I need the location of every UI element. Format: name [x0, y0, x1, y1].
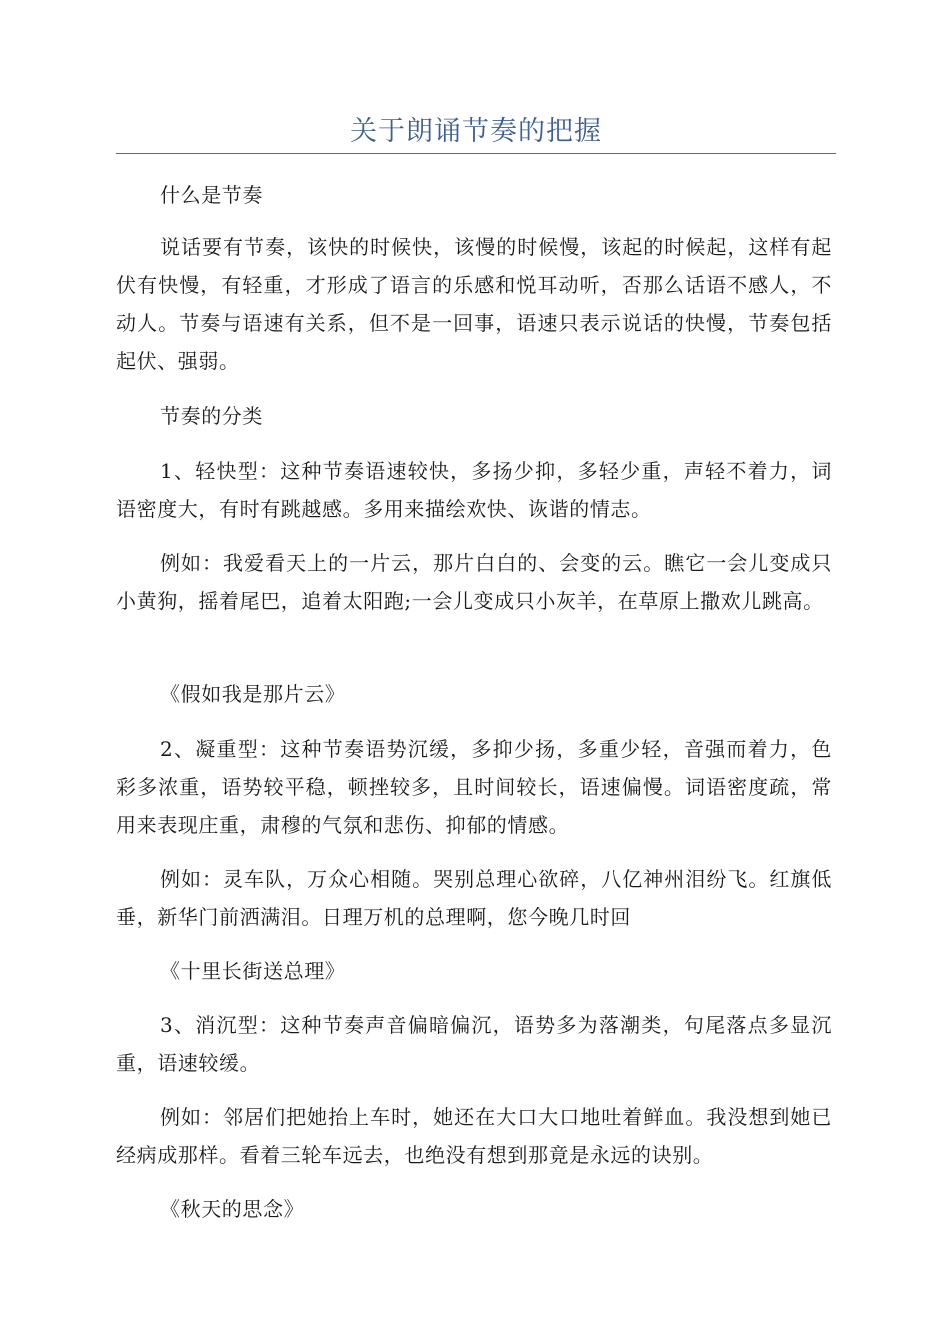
- section-heading-what-is-rhythm: 什么是节奏: [160, 183, 263, 207]
- paragraph-example-2: 例如：灵车队，万众心相随。哭别总理心欲碎，八亿神州泪纷飞。红旗低垂，新华门前洒满泪。日理万机的总理啊，您今晚几时回: [116, 867, 832, 929]
- citation-3: 《秋天的思念》: [160, 1197, 305, 1221]
- section-heading-rhythm-types: 节奏的分类: [160, 404, 263, 428]
- paragraph-type-low: 3、消沉型：这种节奏声音偏暗偏沉，语势多为落潮类，句尾落点多显沉重，语速较缓。: [116, 1013, 832, 1075]
- paragraph-type-heavy: 2、凝重型：这种节奏语势沉缓，多抑少扬，多重少轻，音强而着力，色彩多浓重，语势较平稳，顿挫较多，且时间较长，语速偏慢。词语密度疏，常用来表现庄重，肃穆的气氛和悲伤、抑郁的情感。: [116, 737, 832, 837]
- citation-1: 《假如我是那片云》: [160, 682, 346, 706]
- paragraph-example-3: 例如：邻居们把她抬上车时，她还在大口大口地吐着鲜血。我没想到她已经病成那样。看着三轮车远去，也绝没有想到那竟是永远的诀别。: [116, 1105, 832, 1167]
- document-title: 关于朗诵节奏的把握: [350, 116, 602, 147]
- title-underline: [116, 153, 836, 154]
- paragraph-rhythm-definition: 说话要有节奏，该快的时候快，该慢的时候慢，该起的时候起，这样有起伏有快慢，有轻重，才形成了语言的乐感和悦耳动听，否那么话语不感人，不动人。节奏与语速有关系，但不是一回事，语速只表示说话的快慢，节奏包括起伏、强弱。: [116, 235, 832, 373]
- citation-2: 《十里长街送总理》: [160, 959, 346, 983]
- paragraph-type-light-fast: 1、轻快型：这种节奏语速较快，多扬少抑，多轻少重，声轻不着力，词语密度大，有时有跳越感。多用来描绘欢快、诙谐的情志。: [116, 459, 832, 521]
- paragraph-example-1: 例如：我爱看天上的一片云，那片白白的、会变的云。瞧它一会儿变成只小黄狗，摇着尾巴，追着太阳跑;一会儿变成只小灰羊，在草原上撒欢儿跳高。: [116, 551, 832, 613]
